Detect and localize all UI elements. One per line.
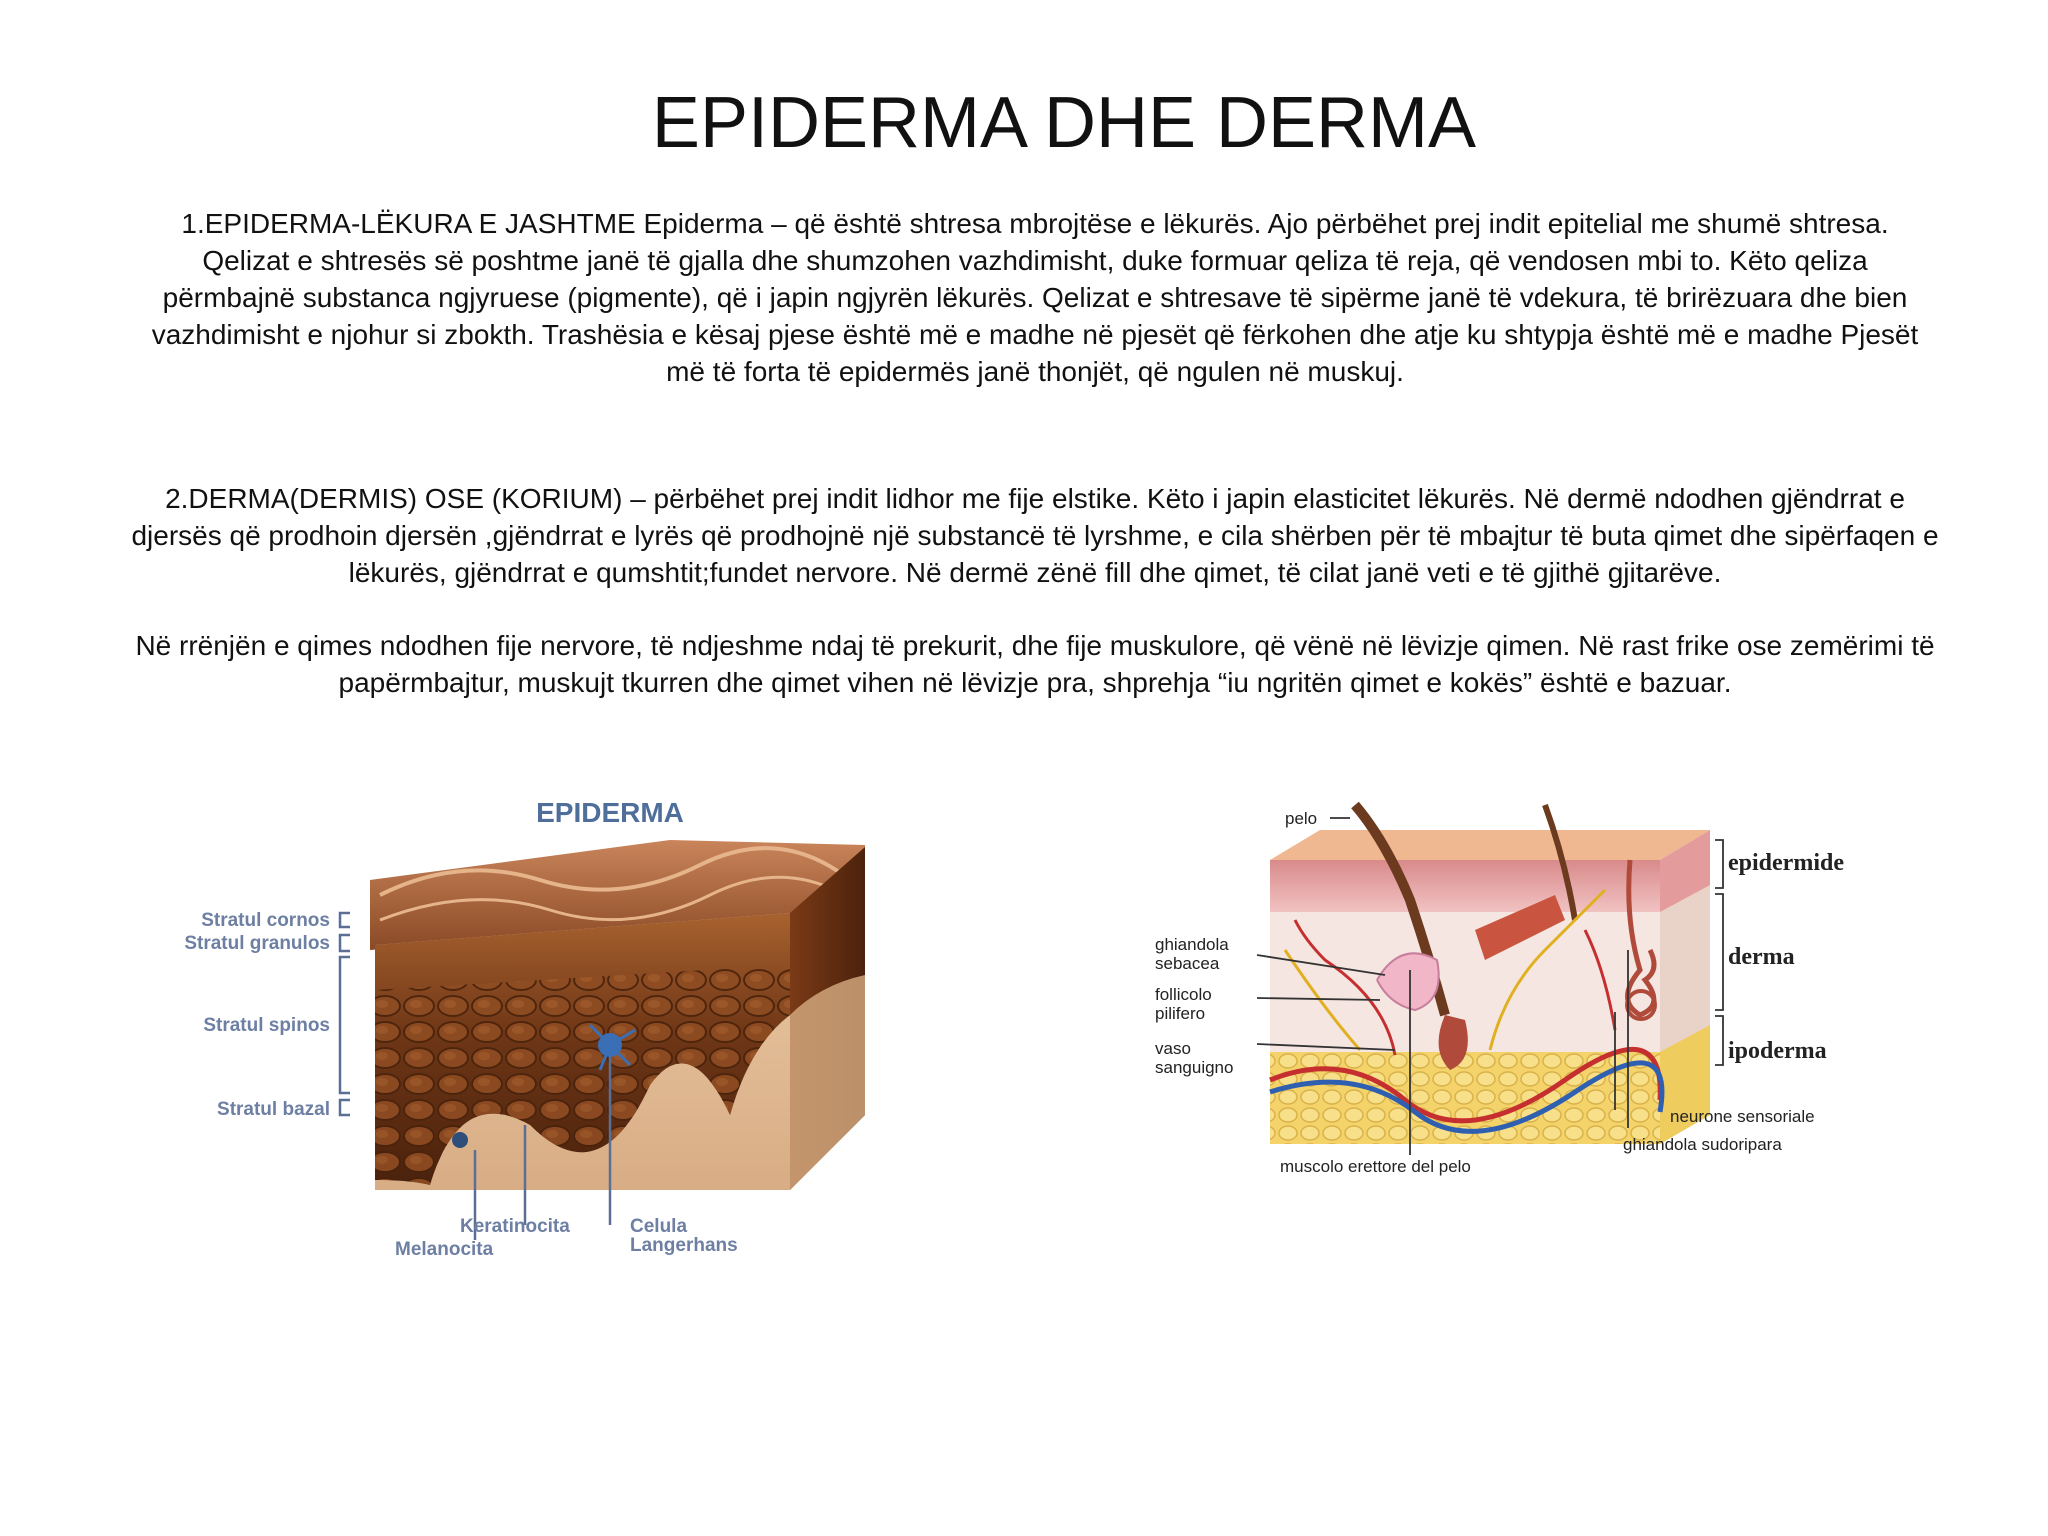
- pelo-label: pelo: [1285, 809, 1318, 828]
- epiderma-heading: EPIDERMA: [536, 797, 684, 828]
- melanocita-label: Melanocita: [395, 1239, 494, 1260]
- epidermide-label: epidermide: [1728, 850, 1844, 876]
- skin-section-illustration: [1145, 800, 1945, 1200]
- ghiandola-sudoripara-label: ghiandola sudoripara: [1623, 1135, 1782, 1154]
- hair-root-paragraph: Në rrënjën e qimes ndodhen fije nervore, të ndjeshme ndaj të prekurit, dhe fije muskulore, që vënë në lëvizje qimen. Në rast frike ose zemërimi të papërmbajtur, muskujt tkurren dhe qimet vihen në lëvizje pra, shprehja “iu ngritën qimet e kokës” është e bazuar.: [135, 630, 1935, 698]
- keratinocita-label: Keratinocita: [460, 1216, 570, 1237]
- epiderma-paragraph: 1.EPIDERMA-LËKURA E JASHTME Epiderma – që është shtresa mbrojtëse e lëkurës. Ajo përbëhet prej indit epitelial me shumë shtresa. Qelizat e shtresës së poshtme janë të gjalla dhe shumzohen vazhdimisht, duke formuar qeliza të reja, që vendosen mbi to. Këto qeliza përmbajnë substanca ngjyruese (pigmente), që i japin ngjyrën lëkurës. Qelizat e shtresave të sipërme janë të vdekura, të brirëzuara dhe bien vazhdimisht e njohur si zbokth. Trashësia e kësaj pjese është më e madhe në pjesët që fërkohen dhe atje ku shtypja është më e madhe Pjesët më të forta të epidermës janë thonjët, që ngulen në muskuj.: [151, 208, 1919, 387]
- ghiandola-sebacea-label: ghiandola: [1155, 935, 1229, 954]
- celula-label: Celula: [630, 1216, 688, 1237]
- stratul-bazal-label: Stratul bazal: [217, 1099, 330, 1120]
- derma-paragraph: 2.DERMA(DERMIS) OSE (KORIUM) – përbëhet prej indit lidhor me fije elstike. Këto i japin elasticitet lëkurës. Në dermë ndodhen gjëndrrat e djersës që prodhoin djersën ,gjëndrrat e lyrës që prodhojnë një substancë të lyrshme, e cila shërben për të mbajtur të buta qimet dhe sipërfaqen e lëkurës, gjëndrrat e qumshtit;fundet nervore. Në dermë zënë fill dhe qimet, të cilat janë veti e të gjithë gjitarëve.: [131, 483, 1939, 588]
- page-title: EPIDERMA DHE DERMA: [651, 83, 1477, 163]
- derma-label: derma: [1728, 944, 1795, 970]
- follicolo-label-2: pilifero: [1155, 1004, 1206, 1023]
- stratul-spinos-label: Stratul spinos: [203, 1015, 330, 1036]
- vaso-label-2: sanguigno: [1155, 1058, 1234, 1077]
- vaso-label: vaso: [1155, 1039, 1191, 1058]
- stratul-granulos-label: Stratul granulos: [184, 933, 330, 954]
- epiderma-illustration: [130, 785, 910, 1275]
- ipoderma-label: ipoderma: [1728, 1038, 1827, 1064]
- muscolo-erettore-label: muscolo erettore del pelo: [1280, 1157, 1471, 1176]
- stratul-cornos-label: Stratul cornos: [201, 910, 330, 931]
- ghiandola-sebacea-label-2: sebacea: [1155, 954, 1220, 973]
- follicolo-label: follicolo: [1155, 985, 1212, 1004]
- langerhans-label: Langerhans: [630, 1235, 738, 1256]
- neurone-sensoriale-label: neurone sensoriale: [1670, 1107, 1815, 1126]
